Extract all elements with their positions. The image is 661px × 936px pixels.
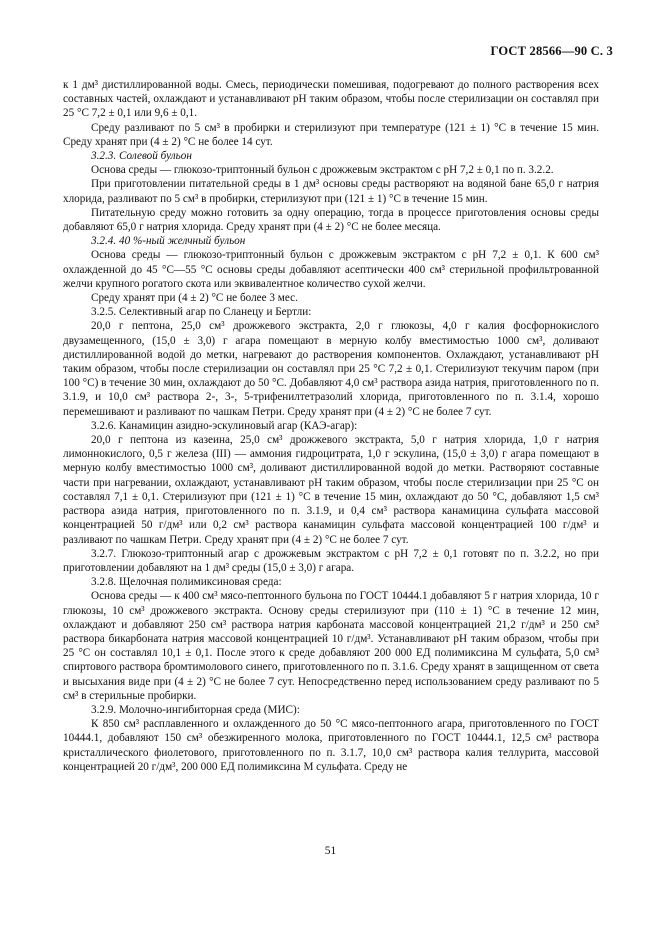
section-heading-3-2-8: 3.2.8. Щелочная полимиксиновая среда: [91, 576, 282, 589]
section-heading-3-2-4: 3.2.4. 40 %-ный желчный бульон [91, 235, 246, 248]
paragraph: Среду разливают по 5 см³ в пробирки и стерилизуют при температуре (121 ± 1) °С в течение 15 мин. Среду хранят при (4 ± 2) °С не более 14 сут. [63, 121, 599, 148]
section-heading-3-2-9: 3.2.9. Молочно-ингибиторная среда (МИС): [91, 703, 300, 716]
paragraph: Основа среды — глюкозо-триптонный бульон с дрожжевым экстрактом с pH 7,2 ± 0,1. К 600 см³ охлажденной до 45 °С—55 °С основы среды добавляют асептически 400 см³ стерильной профильтрованной желчи крупного рогатого скота или эквивалентное количество сухой желчи. [63, 249, 599, 290]
page-number: 51 [324, 845, 337, 857]
document-body [63, 78, 599, 774]
paragraph: К 850 см³ расплавленного и охлажденного до 50 °С мясо-пептонного агара, приготовленного по ГОСТ 10444.1, добавляют 150 см³ обезжиренного молока, приготовленного по ГОСТ 10444.1, 12,5 см³ раствора кристаллического фиолетового, приготовленного по п. 3.1.7, 10,0 см³ раствора калия теллурита, массовой концентрацией 20 г/дм³, 200 000 ЕД полимиксина М сульфата. Среду не [63, 718, 599, 773]
paragraph: Основа среды — глюкозо-триптонный бульон с дрожжевым экстрактом с pH 7,2 ± 0,1 по п. 3.2.2. [91, 164, 554, 177]
paragraph: Основа среды — к 400 см³ мясо-пептонного бульона по ГОСТ 10444.1 добавляют 5 г натрия хлорида, 10 г глюкозы, 10 см³ дрожжевого экстракта. Основу среды стерилизуют при (110 ± 1) °С в течение 12 мин, охлаждают и добавляют 250 см³ раствора натрия карбоната массовой концентрацией 21,2 г/дм³ и 250 см³ раствора бикарбоната натрия массовой концентрацией 10 г/дм³. Устанавливают pH таким образом, чтобы при 25 °С он составлял 10,1 ± 0,1. После этого к среде добавляют 200 000 ЕД полимиксина М сульфата, 5,0 см³ спиртового раствора бромтимолового синего, приготовленного по п. 3.1.6. Среду хранят в защищенном от света и высыхания виде при (4 ± 2) °С не более 7 сут. Непосредственно перед использованием среду разливают по 5 см³ в стерильные пробирки. [63, 590, 599, 702]
paragraph: 20,0 г пептона из казеина, 25,0 см³ дрожжевого экстракта, 5,0 г натрия хлорида, 1,0 г натрия лимоннокислого, 0,5 г железа (III) — аммония гидроцитрата, 1,0 г эскулина, (15,0 ± 3,0) г агара помещают в мерную колбу вместимостью 1000 см³, доливают дистиллированной водой до метки. Растворяют составные части при нагревании, охлаждают, устанавливают pH таким образом, чтобы после стерилизации при 25 °С он составлял 7,1 ± 0,1. Стерилизуют при (121 ± 1) °С в течение 15 мин, охлаждают до 50 °С, добавляют 1,5 см³ раствора азида натрия, приготовленного по п. 3.1.9, и 0,4 см³ раствора канамицина сульфата массовой концентрацией 50 г/дм³ или 0,2 см³ раствора канамицин сульфата массовой концентрацией 100 г/дм³ и разливают по чашкам Петри. Среду хранят при (4 ± 2) °С не более 7 сут. [63, 434, 599, 546]
paragraph: При приготовлении питательной среды в 1 дм³ основы среды растворяют на водяной бане 65,0 г натрия хлорида, разливают по 5 см³ в пробирки, стерилизуют при (121 ± 1) °С в течение 15 мин. [63, 178, 599, 205]
section-heading-3-2-3: 3.2.3. Солевой бульон [91, 150, 192, 163]
paragraph: 3.2.7. Глюкозо-триптонный агар с дрожжевым экстрактом с pH 7,2 ± 0,1 готовят по п. 3.2.2, но при приготовлении добавляют на 1 дм³ среды (15,0 ± 3,0) г агара. [63, 547, 599, 574]
paragraph: Питательную среду можно готовить за одну операцию, тогда в процессе приготовления основы среды добавляют 65,0 г натрия хлорида. Среду хранят при (4 ± 2) °С не более месяца. [63, 206, 599, 234]
paragraph: 20,0 г пептона, 25,0 см³ дрожжевого экстракта, 2,0 г глюкозы, 4,0 г калия фосфорнокислого двузамещенного, (15,0 ± 3,0) г агара помещают в мерную колбу вместимостью 1000 см³, доливают дистиллированной водой до метки, нагревают до растворения компонентов. Охлаждают, устанавливают pH таким образом, чтобы после стерилизации он составлял при 25 °С 7,2 ± 0,1. Стерилизуют текучим паром (при 100 °С) в течение 30 мин, охлаждают до 50 °С. Добавляют 4,0 см³ раствора азида натрия, приготовленного по п. 3.1.9, и 10,0 см³ раствора 2-, 3-, 5-трифенилтетразолий хлорида, приготовленного по п. 3.1.4, хорошо перемешивают и разливают по чашкам Петри. Среду хранят при (4 ± 2) °С не более 7 сут. [63, 320, 599, 418]
paragraph: Среду хранят при (4 ± 2) °С не более 3 мес. [91, 292, 298, 305]
page-header: ГОСТ 28566—90 С. 3 [490, 44, 613, 58]
section-heading-3-2-5: 3.2.5. Селективный агар по Сланецу и Бертли: [91, 306, 312, 319]
section-heading-3-2-6: 3.2.6. Канамицин азидно-эскулиновый агар (КАЭ-агар): [91, 419, 358, 432]
paragraph: к 1 дм³ дистиллированной воды. Смесь, периодически помешивая, подогревают до полного растворения всех составных частей, охлаждают и устанавливают pH таким образом, чтобы после стерилизации он составлял при 25 °С 7,2 ± 0,1 или 9,6 ± 0,1. [63, 79, 599, 120]
